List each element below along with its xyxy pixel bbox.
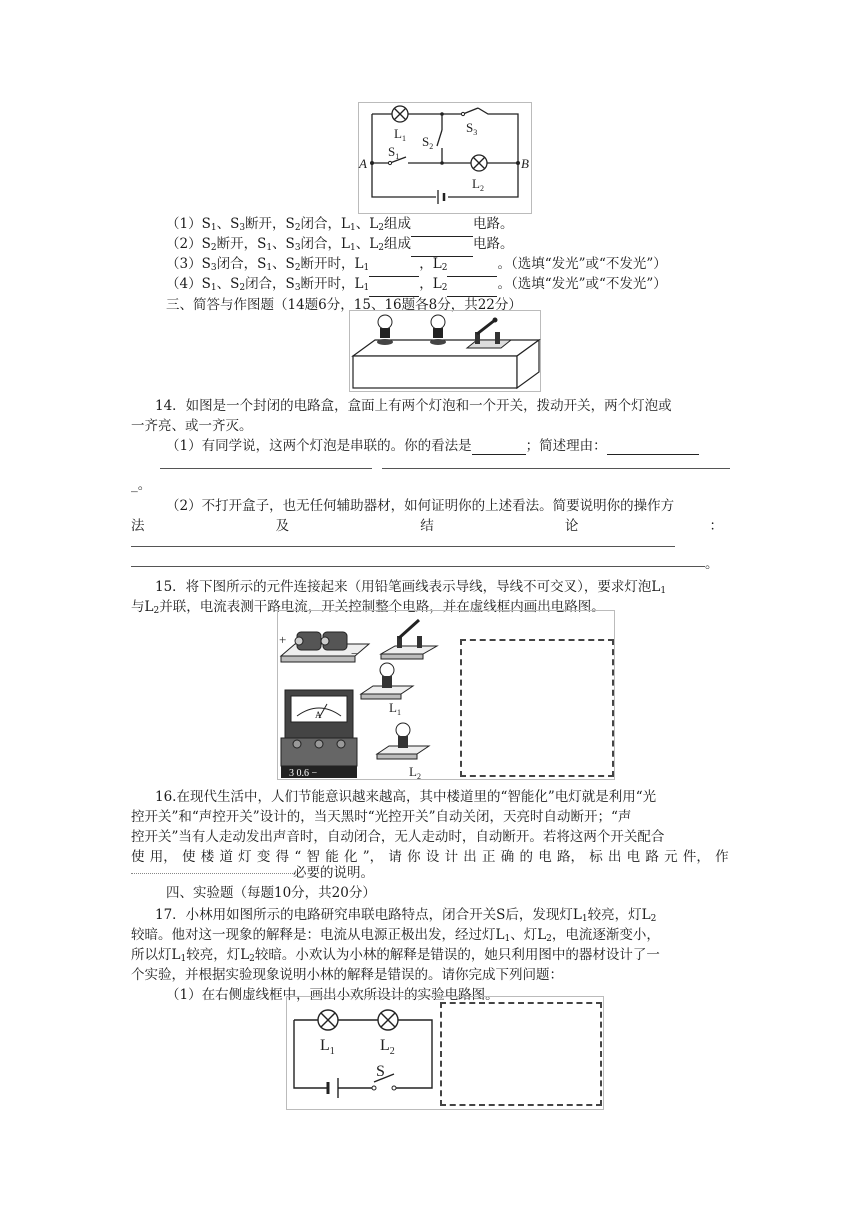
plus-label: +: [279, 632, 287, 647]
components-figure: [277, 610, 615, 780]
answer-line[interactable]: [131, 566, 705, 567]
answer-line[interactable]: [382, 468, 730, 469]
ammeter-scale: 3 0.6 −: [289, 768, 318, 779]
minus-label: −: [351, 646, 359, 661]
l2-label: $L_2$: [409, 764, 421, 780]
label-l1: $L_1$: [394, 126, 406, 143]
q16-line-2: 控开关”和“声控开关”设计的，当天黑时“光控开关”自动关闭，天亮时自动断开；“声: [131, 809, 632, 825]
l2-label: $L_2$: [380, 1037, 395, 1057]
q14-sub-1-end: _。: [131, 477, 152, 493]
q17-line-2: 较暗。他对这一现象的解释是：电流从电源正极出发，经过灯$L_1$、灯$L_2$，电流逐渐变小，: [131, 927, 660, 944]
q14-sub-2-line-2: 法 及 结 论 ：: [131, 518, 723, 534]
circuit-box-figure: [349, 310, 541, 392]
q13-item-3: $(3)S_3$闭合，$S_1$、$S_2$断开时，$L_1$ ，$L_2$ 。（选填“发光”或“不发光”）: [166, 255, 667, 277]
answer-line[interactable]: [131, 873, 293, 874]
q16-line-1: 16.在现代生活中，人们节能意识越来越高，其中楼道里的“智能化”电灯就是利用“光: [155, 789, 657, 805]
q13-item-4: $(4)S_1$、$S_2$闭合，$S_3$断开时，$L_1$ ，$L_2$ 。（选填“发光”或“不发光”）: [166, 275, 667, 297]
q16-line-5: 必要的说明。: [293, 865, 374, 881]
drawing-box-q15[interactable]: [460, 639, 614, 777]
q14-sub-2-end: 。: [705, 556, 719, 572]
q17-sub-1: （1）在右侧虚线框中，画出小欢所设计的实验电路图。: [166, 987, 499, 1003]
drawing-box-q17[interactable]: [440, 1002, 602, 1106]
answer-line[interactable]: [160, 468, 372, 469]
q13-item-2: $(2)S_2$断开，$S_1$、$S_3$闭合，$L_1$、$L_2$组成 电路。: [166, 235, 513, 257]
label-b: B: [521, 156, 529, 171]
q17-line-4: 个实验，并根据实验现象说明小林的解释是错误的。请你完成下列问题：: [131, 967, 563, 983]
q15-line-2: 与$L_2$并联，电流表测干路电流，开关控制整个电路，并在虚线框内画出电路图。: [131, 599, 605, 616]
section-3-title: 三、简答与作图题（14题6分，15、16题各8分，共22分）: [166, 297, 522, 313]
q14-line-1: 14．如图是一个封闭的电路盒，盒面上有两个灯泡和一个开关，拨动开关，两个灯泡或: [155, 398, 672, 414]
q14-sub-1: （1）有同学说，这两个灯泡是串联的。你的看法是 ；简述理由：: [166, 437, 699, 455]
q14-sub-2-line-1: （2）不打开盒子，也无任何辅助器材，如何证明你的上述看法。简要说明你的操作方: [166, 498, 675, 514]
series-circuit-figure: [286, 996, 604, 1110]
answer-blank[interactable]: [472, 440, 526, 455]
label-l2: $L_2$: [472, 176, 484, 193]
answer-line[interactable]: [131, 546, 675, 547]
s-label: S: [376, 1063, 385, 1080]
ammeter-a-label: A: [315, 710, 322, 720]
l1-label: $L_1$: [320, 1037, 335, 1057]
q16-line-3: 控开关”当有人走动发出声音时，自动闭合，无人走动时，自动断开。若将这两个开关配合: [131, 829, 665, 845]
section-4-title: 四、实验题（每题10分，共20分）: [166, 885, 376, 901]
label-s2: $S_2$: [422, 134, 434, 151]
q16-line-4: 使 用， 使 楼 道 灯 变 得 “ 智 能 化 ”， 请 你 设 计 出 正 确 的 电 路， 标 出 电 路 元 件， 作: [131, 849, 729, 865]
label-s1: $S_1$: [388, 144, 400, 161]
q15-line-1: 15．将下图所示的元件连接起来（用铅笔画线表示导线，导线不可交叉），要求灯泡$L_1$: [155, 579, 667, 596]
l1-label: $L_1$: [389, 700, 401, 717]
answer-blank[interactable]: [607, 440, 699, 455]
q13-item-1: $(1)S_1$、$S_3$断开，$S_2$闭合，$L_1$、$L_2$组成 电路。: [166, 215, 513, 237]
answer-blank[interactable]: [447, 282, 497, 297]
label-s3: $S_3$: [466, 120, 478, 137]
q14-line-2: 一齐亮、或一齐灭。: [131, 418, 253, 434]
circuit-figure-top: [358, 102, 532, 214]
q17-line-3: 所以灯$L_1$较亮，灯$L_2$较暗。小欢认为小林的解释是错误的，她只利用图中的器材设计了一: [131, 947, 660, 964]
q17-line-1: 17．小林用如图所示的电路研究串联电路特点，闭合开关S后，发现灯$L_1$较亮，灯$L_2$: [155, 907, 657, 924]
answer-blank[interactable]: [369, 282, 419, 297]
label-a: A: [359, 156, 367, 171]
